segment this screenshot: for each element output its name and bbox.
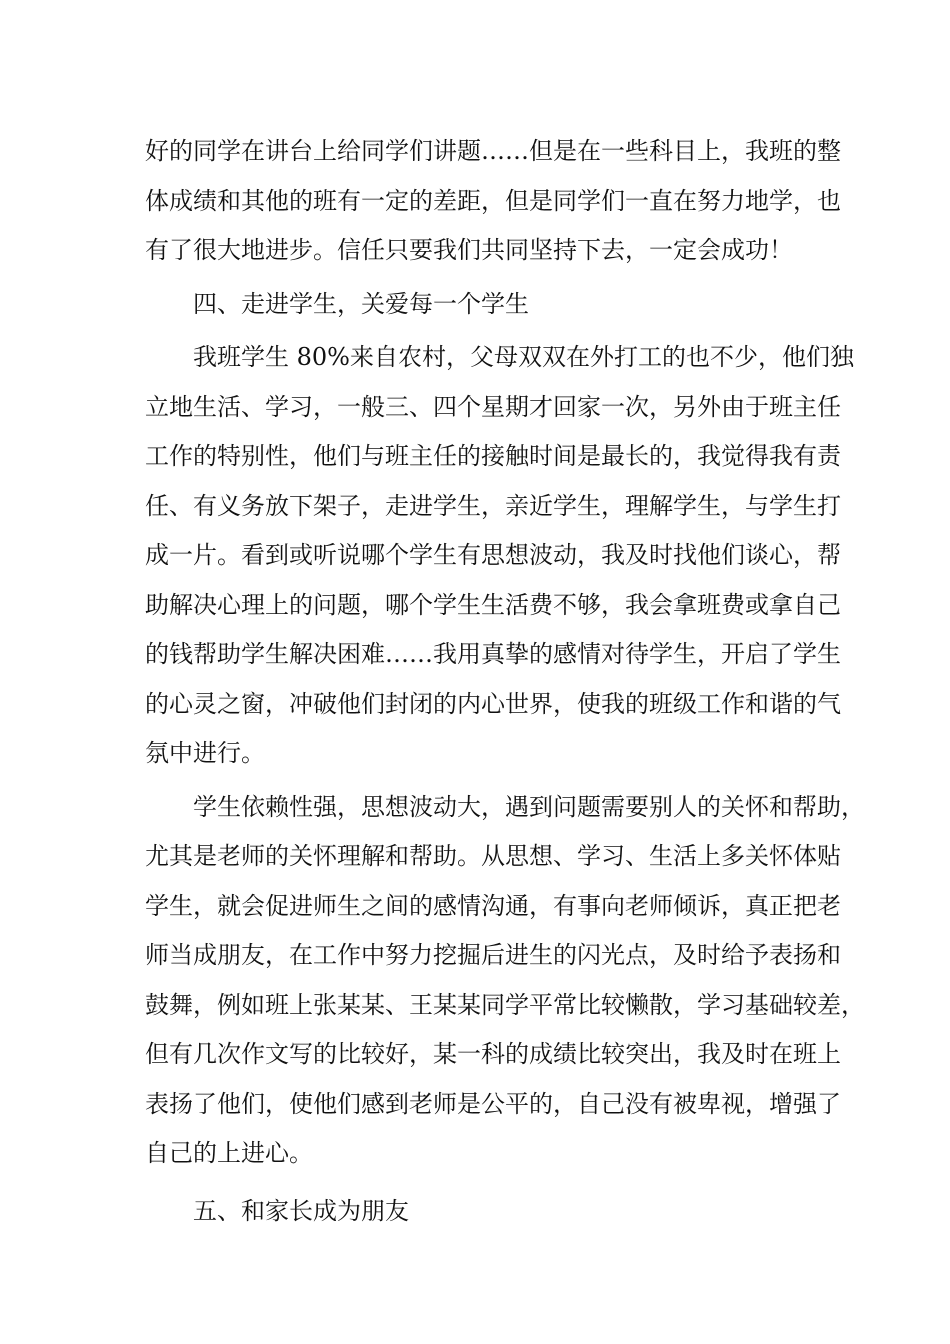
section-heading-4: [145, 280, 817, 330]
text-line: 氛中进行。: [145, 739, 265, 767]
text-line: 师当成朋友，在工作中努力挖掘后进生的闪光点，及时给予表扬和: [145, 941, 841, 969]
text-line: 的钱帮助学生解决困难……我用真挚的感情对待学生，开启了学生: [145, 640, 841, 668]
text-line: 学生依赖性强，思想波动大，遇到问题需要别人的关怀和帮助，: [193, 792, 865, 821]
text-line: 好的同学在讲台上给同学们讲题……但是在一些科目上，我班的整: [145, 137, 841, 165]
text-line: 体成绩和其他的班有一定的差距，但是同学们一直在努力地学，也: [145, 186, 841, 215]
text-line: 立地生活、学习，一般三、四个星期才回家一次，另外由于班主任: [145, 392, 841, 421]
paragraph-student-care: [145, 333, 854, 779]
text-line: 表扬了他们，使他们感到老师是公平的，自己没有被卑视，增强了: [145, 1089, 841, 1118]
text-line: 鼓舞，例如班上张某某、王某某同学平常比较懒散，学习基础较差，: [145, 990, 865, 1019]
heading-text: 四、走进学生，关爱每一个学生: [193, 289, 529, 318]
section-heading-5: [145, 1187, 817, 1237]
text-line: 工作的特别性，他们与班主任的接触时间是最长的，我觉得我有责: [145, 442, 841, 470]
text-line: 的心灵之窗，冲破他们封闭的内心世界，使我的班级工作和谐的气: [145, 689, 841, 718]
paragraph-continued: [145, 127, 841, 276]
text-line: 我班学生 80%来自农村，父母双双在外打工的也不少，他们独: [193, 343, 854, 371]
document-body: [145, 127, 865, 1236]
text-line: 但有几次作文写的比较好，某一科的成绩比较突出，我及时在班上: [145, 1040, 841, 1068]
text-line: 助解决心理上的问题，哪个学生生活费不够，我会拿班费或拿自己: [145, 590, 841, 619]
text-line: 尤其是老师的关怀理解和帮助。从思想、学习、生活上多关怀体贴: [145, 842, 841, 870]
text-line: 自己的上进心。: [145, 1139, 313, 1167]
heading-text: 五、和家长成为朋友: [193, 1196, 409, 1225]
text-line: 有了很大地进步。信任只要我们共同坚持下去，一定会成功！: [145, 236, 793, 264]
text-line: 任、有义务放下架子，走进学生，亲近学生，理解学生，与学生打: [145, 491, 841, 520]
text-line: 学生，就会促进师生之间的感情沟通，有事向老师倾诉，真正把老: [145, 891, 841, 920]
paragraph-student-dependence: [145, 783, 865, 1179]
text-line: 成一片。看到或听说哪个学生有思想波动，我及时找他们谈心，帮: [145, 541, 841, 569]
